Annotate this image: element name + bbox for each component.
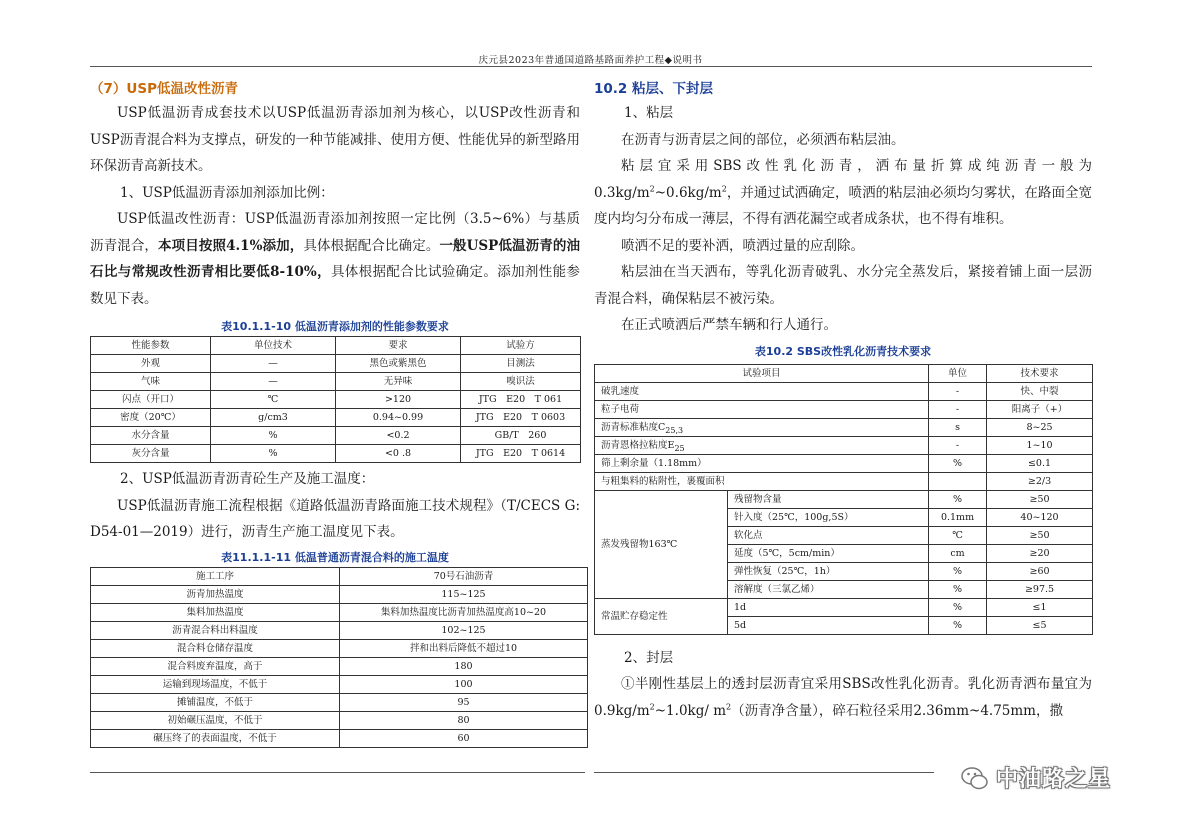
footer-rule-left [90,772,585,773]
table-row [91,693,588,711]
table-cell: 80 [340,711,588,729]
table-cell: 闪点（开口） [91,391,211,409]
table-cell: % [929,454,987,472]
table-cell: ≥50 [987,526,1093,544]
table-row [595,364,1093,382]
table-cell: g/cm3 [211,409,336,427]
table-cell: 快、中裂 [987,382,1093,400]
wechat-icon [960,764,990,794]
tack-paragraph-4: 粘层油在当天洒布，等乳化沥青破乳、水分完全蒸发后，紧接着铺上面一层沥青混合料，确保粘层不被污染。 [594,264,1092,307]
table-cell: 60 [340,729,588,747]
item1-title: 1、USP低温沥青添加剂添加比例： [120,184,334,201]
page-header: 庆元县2023年普通国道路基路面养护工程◆说明书 [478,55,703,66]
table-cell: 溶解度（三氯乙烯） [728,580,929,598]
table-cell: 粒子电荷 [595,400,929,418]
table-row [595,490,1093,508]
tack-paragraph-2: 粘层宜采用SBS改性乳化沥青，洒布量折算成纯沥青一般为$0.3kg/m^2\sim 0.6kg/m^2$，并通过试洒确定，喷洒的粘层油必须均匀雾状，在路面全宽度内均匀分布成一薄层，不得有洒花漏空或者成条状，也不得有堆积。 [594,158,1092,227]
table-cell: 180 [340,657,588,675]
table-cell: - [929,436,987,454]
table-cell: 常温贮存稳定性 [595,598,728,634]
table-row [91,729,588,747]
table-cell: % [929,490,987,508]
table-cell: <0.2 [336,427,461,445]
table-cell: ≥50 [987,490,1093,508]
left-column [90,72,580,748]
table-cell: JTG E20 T 061 [461,391,581,409]
table-row [91,675,588,693]
table-cell: 延度（5℃，5cm/min） [728,544,929,562]
tack-paragraph-5: 在正式喷洒后严禁车辆和行人通行。 [621,317,837,333]
table-cell: JTG E20 T 0614 [461,445,581,463]
table-cell: ≥60 [987,562,1093,580]
table-cell: 8~25 [987,418,1093,436]
intro-paragraph: USP低温沥青成套技术以USP低温沥青添加剂为核心，以USP改性沥青和USP沥青混合料为支撑点，研发的一种节能减排、使用方便、性能优异的新型路用环保沥青高新技术。 [90,105,580,174]
table-cell: 混合料仓储存温度 [91,639,340,657]
table-cell: 5d [728,616,929,634]
table-cell: 单位 [929,364,987,382]
table-cell: ℃ [211,391,336,409]
table-cell: 拌和出料后降低不超过10 [340,639,588,657]
table-cell: 软化点 [728,526,929,544]
sub2-title: 2、封层 [624,649,674,666]
table1-caption: 表10.1.1-10 低温沥青添加剂的性能参数要求 [221,320,449,333]
table-cell: 灰分含量 [91,445,211,463]
table-row [91,657,588,675]
table-cell: 破乳速度 [595,382,929,400]
item2-title: 2、USP低温沥青沥青砼生产及施工温度： [120,471,375,487]
table-cell: ≥20 [987,544,1093,562]
table-row [595,598,1093,616]
section-title-tack-coat: 10.2 粘层、下封层 [594,81,714,97]
table-cell: 102~125 [340,621,588,639]
table-row [91,355,581,373]
table-cell: 外观 [91,355,211,373]
table-cell: % [211,445,336,463]
table-row [91,373,581,391]
header-rule [90,66,1092,67]
table-cell: cm [929,544,987,562]
table-cell: 1~10 [987,436,1093,454]
table-cell: % [929,598,987,616]
table-cell: 0.94~0.99 [336,409,461,427]
table3-caption: 表10.2 SBS改性乳化沥青技术要求 [754,344,932,358]
section-title-usp: （7）USP低温改性沥青 [90,81,238,97]
table-cell: 试验方 [461,337,581,355]
right-column [594,72,1092,724]
table-cell: — [211,373,336,391]
table-cell: 95 [340,693,588,711]
table-cell: 技术要求 [987,364,1093,382]
table-cell: 单位技术 [211,337,336,355]
table-cell: 试验项目 [595,364,929,382]
table-cell: ≥2/3 [987,472,1093,490]
table-row [91,445,581,463]
table-cell: 目测法 [461,355,581,373]
table-cell: 筛上剩余量（1.18mm） [595,454,929,472]
table-cell: 沥青标准粘度$C_{25,3}$ [595,418,929,436]
table-cell: 蒸发残留物163℃ [595,490,728,598]
table-cell: >120 [336,391,461,409]
table-row [91,603,588,621]
table-cell: 沥青恩格拉粘度$E_{25}$ [595,436,929,454]
table-cell: 沥青加热温度 [91,585,340,603]
table-cell: 摊铺温度，不低于 [91,693,340,711]
table-row [595,418,1093,436]
table-cell: <0 .8 [336,445,461,463]
table-cell: 100 [340,675,588,693]
item2-paragraph: USP低温沥青施工流程根据《道路低温沥青路面施工技术规程》（T/CECS G: D54-01—2019）进行，沥青生产施工温度见下表。 [90,497,580,540]
table-row [595,400,1093,418]
table-cell: 水分含量 [91,427,211,445]
table-cell: 初始碾压温度，不低于 [91,711,340,729]
tack-paragraph-3: 喷洒不足的要补洒，喷洒过量的应刮除。 [621,237,864,254]
table-row [91,391,581,409]
table-cell: 碾压终了的表面温度，不低于 [91,729,340,747]
table-cell: s [929,418,987,436]
table-cell: ≥97.5 [987,580,1093,598]
sub1-title: 1、粘层 [624,105,674,121]
table-cell: 性能参数 [91,337,211,355]
construction-temperature-table [90,567,588,748]
table-cell: 1d [728,598,929,616]
seal-paragraph: ①半刚性基层上的透封层沥青宜采用SBS改性乳化沥青。乳化沥青洒布量宜为$0.9kg/m^2\sim 1.0kg/$ $m^2$（沥青净含量），碎石粒径采用2.36mm~4.75mm，撒 [594,676,1092,719]
table-cell: % [929,562,987,580]
table-cell: % [929,616,987,634]
sbs-emulsion-table [594,364,1093,635]
table-row [595,436,1093,454]
table-cell: ≤5 [987,616,1093,634]
additive-parameters-table [90,336,581,463]
table-row [595,472,1093,490]
table-cell: 气味 [91,373,211,391]
table-row [91,711,588,729]
table-cell: JTG E20 T 0603 [461,409,581,427]
table-cell: 混合料废弃温度，高于 [91,657,340,675]
table-cell: GB/T 260 [461,427,581,445]
table-cell: - [929,382,987,400]
watermark [958,760,1148,796]
tack-paragraph-1: 在沥青与沥青层之间的部位，必须洒布粘层油。 [621,131,905,148]
table-cell: % [211,427,336,445]
table-cell: % [929,580,987,598]
table-cell: ≤1 [987,598,1093,616]
table-row [595,454,1093,472]
table-cell: - [929,400,987,418]
table-cell [929,472,987,490]
table-cell: 弹性恢复（25℃，1h） [728,562,929,580]
table-cell: 70号石油沥青 [340,567,588,585]
table-cell: 0.1mm [929,508,987,526]
table-row [91,621,588,639]
table-cell: 残留物含量 [728,490,929,508]
table-cell: 运输到现场温度，不低于 [91,675,340,693]
table-cell: — [211,355,336,373]
table-cell: 无异味 [336,373,461,391]
table-cell: 115~125 [340,585,588,603]
table-cell: ℃ [929,526,987,544]
table-cell: 阳离子（+） [987,400,1093,418]
table-cell: 密度（20℃） [91,409,211,427]
table-row [91,427,581,445]
table-cell: 与粗集料的粘附性，裹覆面积 [595,472,929,490]
table-cell: 嗅识法 [461,373,581,391]
table-cell: ≤0.1 [987,454,1093,472]
table-row [91,409,581,427]
footer-rule-right [594,772,934,773]
table-row [91,585,588,603]
table-row [595,382,1093,400]
table-cell: 40~120 [987,508,1093,526]
table-cell: 施工工序 [91,567,340,585]
table-cell: 针入度（25℃，100g,5S） [728,508,929,526]
item1-paragraph: USP低温改性沥青：USP低温沥青添加剂按照一定比例（3.5~6%）与基质沥青混合，本项目按照4.1%添加，具体根据配合比确定。一般USP低温沥青的油石比与常规改性沥青相比要低8-10%，具体根据配合比试验确定。添加剂性能参数见下表。 [90,211,580,307]
table-row [91,639,588,657]
watermark-text: 中油路之星 [996,767,1112,792]
table2-caption: 表11.1.1-11 低温普通沥青混合料的施工温度 [221,550,449,564]
table-cell: 沥青混合料出料温度 [91,621,340,639]
table-row [91,337,581,355]
table-row [91,567,588,585]
table-cell: 集料加热温度 [91,603,340,621]
table-cell: 黑色或紫黑色 [336,355,461,373]
table-cell: 要求 [336,337,461,355]
table-cell: 集料加热温度比沥青加热温度高10~20 [340,603,588,621]
